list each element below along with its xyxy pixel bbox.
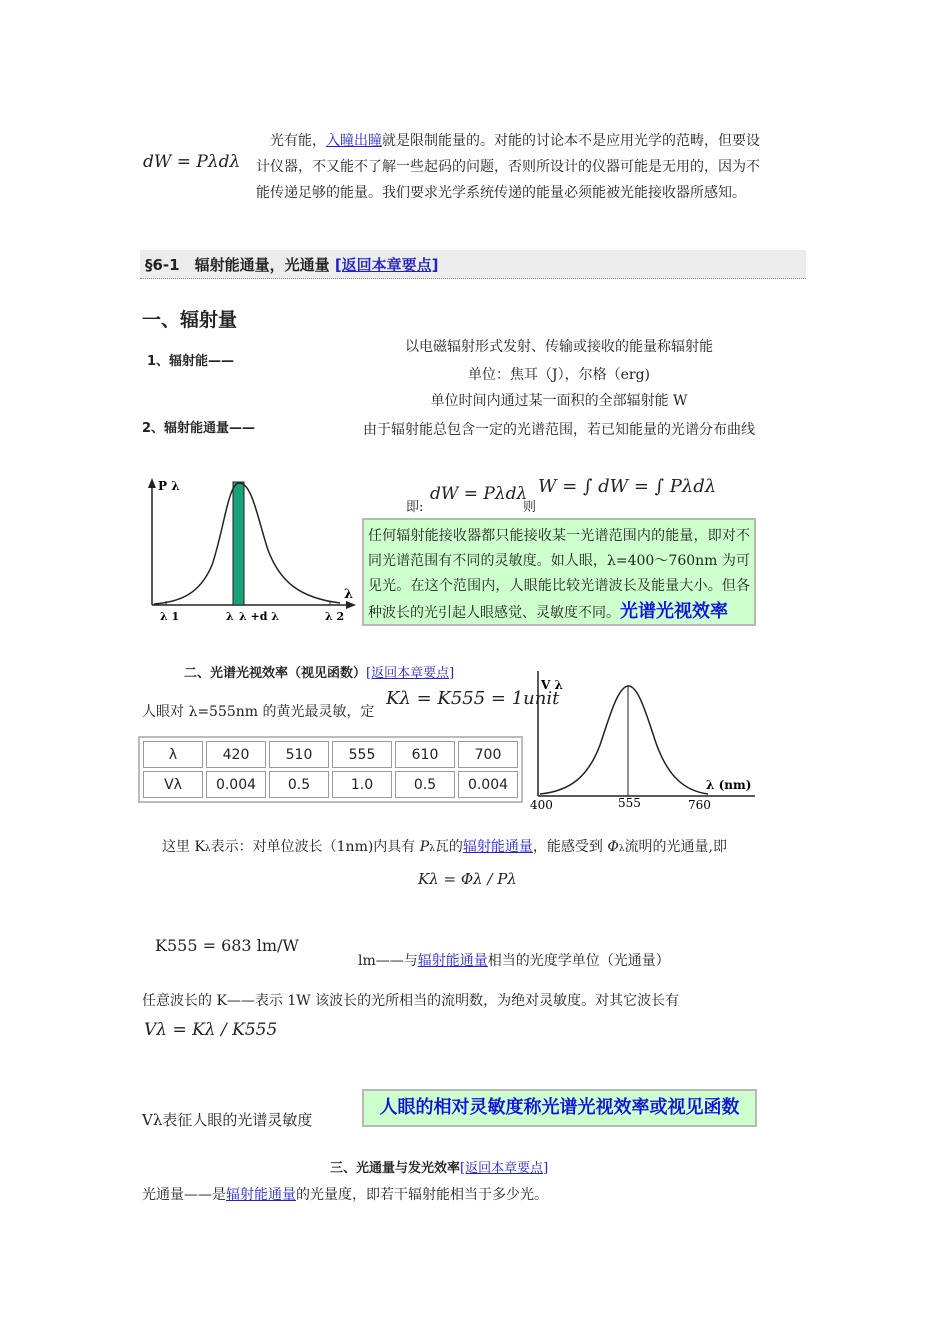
table-row bbox=[143, 741, 518, 768]
item1-definition: 以电磁辐射形式发射、传输或接收的能量称辐射能 bbox=[405, 339, 713, 355]
spectral-distribution-graph bbox=[140, 470, 360, 630]
part3-return-link[interactable]: [返回本章要点] bbox=[460, 1161, 549, 1176]
heading-radiometric-quantities: 一、辐射量 bbox=[142, 309, 238, 331]
v-lambda-graph bbox=[530, 665, 760, 815]
k-explanation bbox=[162, 836, 727, 856]
part3-text: 光通量——是 bbox=[142, 1187, 226, 1203]
table-cell: 610 bbox=[395, 741, 455, 768]
table-cell: Vλ bbox=[143, 771, 203, 798]
part3-heading bbox=[330, 1157, 548, 1176]
k-text: 流明的光通量,即 bbox=[624, 839, 728, 855]
definition-box-text: 人眼的相对灵敏度称光谱光视效率或视见函数 bbox=[379, 1097, 740, 1118]
formula-k-ratio: Kλ = Φλ / Pλ bbox=[418, 870, 517, 888]
formula-k555-value: K555 = 683 lm/W bbox=[155, 936, 299, 955]
intro-text-rest: 就是限制能量的。对能的讨论本不是应用光学的范畴，但要设计仪器，不又能不了解一些起码的问题，否则所设计的仪器可能是无用的，因为不能传递足够的能量。我们要求光学系统传递的能量必须能被光能接收器所感知。 bbox=[256, 133, 760, 201]
table-cell: 0.5 bbox=[269, 771, 329, 798]
formula-w-integral: W = ∫ dW = ∫ Pλdλ bbox=[538, 476, 717, 497]
k-text: 瓦的 bbox=[434, 839, 463, 855]
item2-definition: 由于辐射能总包含一定的光谱范围，若已知能量的光谱分布曲线 bbox=[363, 422, 755, 438]
receiver-note-box bbox=[362, 518, 756, 626]
section-title-text: §6-1 辐射能通量，光通量 bbox=[145, 256, 335, 274]
k-sub: λ bbox=[204, 844, 211, 854]
table-cell: 0.004 bbox=[206, 771, 266, 798]
k-text: ，能感受到 bbox=[532, 839, 608, 855]
graph1-dlambda-strip bbox=[233, 482, 244, 605]
highlight-spectral-efficiency: 光谱光视效率 bbox=[620, 601, 728, 622]
part2-heading-text: 二、光谱光视效率（视见函数） bbox=[184, 666, 367, 681]
intro-formula: dW = Pλdλ bbox=[143, 152, 241, 172]
k-p: P bbox=[419, 839, 430, 855]
table-row bbox=[143, 771, 518, 798]
ji-label: 即: bbox=[406, 500, 424, 515]
graph1-x-label: λ bbox=[344, 587, 354, 602]
item2-pretext: 单位时间内通过某一面积的全部辐射能 W bbox=[430, 393, 688, 409]
part3-paragraph bbox=[142, 1184, 548, 1204]
graph1-tick-label: λ 2 bbox=[325, 610, 345, 623]
graph1-tick-label: λ +d λ bbox=[239, 610, 279, 623]
ze-label: 则 bbox=[523, 500, 537, 515]
graph2-curve bbox=[540, 686, 708, 794]
k-text: 这里 K bbox=[162, 839, 205, 855]
link-entrance-exit-pupil[interactable]: 入瞳出瞳 bbox=[326, 133, 382, 149]
k-sub: λ bbox=[429, 844, 435, 854]
graph2-x-label: λ (nm) bbox=[706, 778, 752, 792]
intro-paragraph bbox=[256, 128, 761, 206]
any-wavelength-text: 任意波长的 K——表示 1W 该波长的光所相当的流明数，为绝对灵敏度。对其它波长有 bbox=[142, 993, 680, 1009]
formula-v-lambda: Vλ = Kλ / K555 bbox=[144, 1020, 278, 1040]
graph1-y-label: P λ bbox=[158, 479, 180, 493]
graph2-tick-label: 760 bbox=[688, 798, 711, 812]
table-cell: 0.5 bbox=[395, 771, 455, 798]
receiver-note-text: 任何辐射能接收器都只能接收某一光谱范围内的能量，即对不同光谱范围有不同的灵敏度。如人眼，λ=400～760nm 为可见光。在这个范围内，人眼能比较光谱波长及能量大小。但各种波长的光引起人眼感觉、灵敏度不同。 bbox=[368, 528, 750, 621]
table-cell: λ bbox=[143, 741, 203, 768]
graph1-curve bbox=[154, 483, 340, 604]
table-cell: 420 bbox=[206, 741, 266, 768]
graph2-y-label: V λ bbox=[541, 678, 563, 692]
luminous-efficiency-table bbox=[138, 736, 523, 803]
item2-label: 2、辐射能通量—— bbox=[142, 421, 256, 436]
table-cell: 700 bbox=[458, 741, 518, 768]
part2-return-link[interactable]: [返回本章要点] bbox=[366, 666, 455, 681]
graph1-x-arrow bbox=[346, 601, 356, 609]
part3-heading-text: 三、光通量与发光效率 bbox=[330, 1161, 461, 1176]
definition-box bbox=[362, 1089, 757, 1127]
link-radiant-flux[interactable]: 辐射能通量 bbox=[226, 1187, 296, 1203]
table-cell: 0.004 bbox=[458, 771, 518, 798]
k-phi: Φ bbox=[607, 839, 619, 855]
graph2-tick-label: 400 bbox=[530, 798, 553, 812]
item1-unit: 单位：焦耳（J），尔格（erg) bbox=[467, 367, 650, 383]
part2-heading bbox=[184, 662, 454, 681]
link-radiant-flux[interactable]: 辐射能通量 bbox=[417, 953, 488, 969]
formula-dw: dW = Pλdλ bbox=[430, 484, 528, 504]
v-lambda-description: Vλ表征人眼的光谱灵敏度 bbox=[142, 1111, 313, 1129]
graph1-y-arrow bbox=[148, 478, 156, 488]
return-link[interactable]: [返回本章要点] bbox=[334, 256, 439, 274]
table-cell: 1.0 bbox=[332, 771, 392, 798]
k-text: 表示：对单位波长（1nm)内具有 bbox=[210, 839, 420, 855]
graph1-tick-label: λ bbox=[226, 610, 234, 623]
k-sub: λ bbox=[618, 844, 625, 854]
section-title bbox=[145, 254, 439, 275]
lm-text: lm——与 bbox=[358, 953, 418, 969]
lm-explanation bbox=[358, 950, 670, 970]
graph2-tick-label: 555 bbox=[618, 796, 641, 810]
item1-label: 1、辐射能—— bbox=[147, 354, 235, 369]
table-cell: 555 bbox=[332, 741, 392, 768]
graph1-tick-label: λ 1 bbox=[160, 610, 180, 623]
part2-line: 人眼对 λ=555nm 的黄光最灵敏，定 bbox=[142, 704, 375, 720]
table-cell: 510 bbox=[269, 741, 329, 768]
lm-text: 相当的光度学单位（光通量） bbox=[487, 953, 670, 969]
link-radiant-flux[interactable]: 辐射能通量 bbox=[462, 839, 533, 855]
formula-k555: Kλ = K555 = 1unit bbox=[386, 688, 560, 709]
intro-text: 光有能， bbox=[270, 133, 326, 149]
part3-text: 的光量度，即若干辐射能相当于多少光。 bbox=[296, 1187, 548, 1203]
